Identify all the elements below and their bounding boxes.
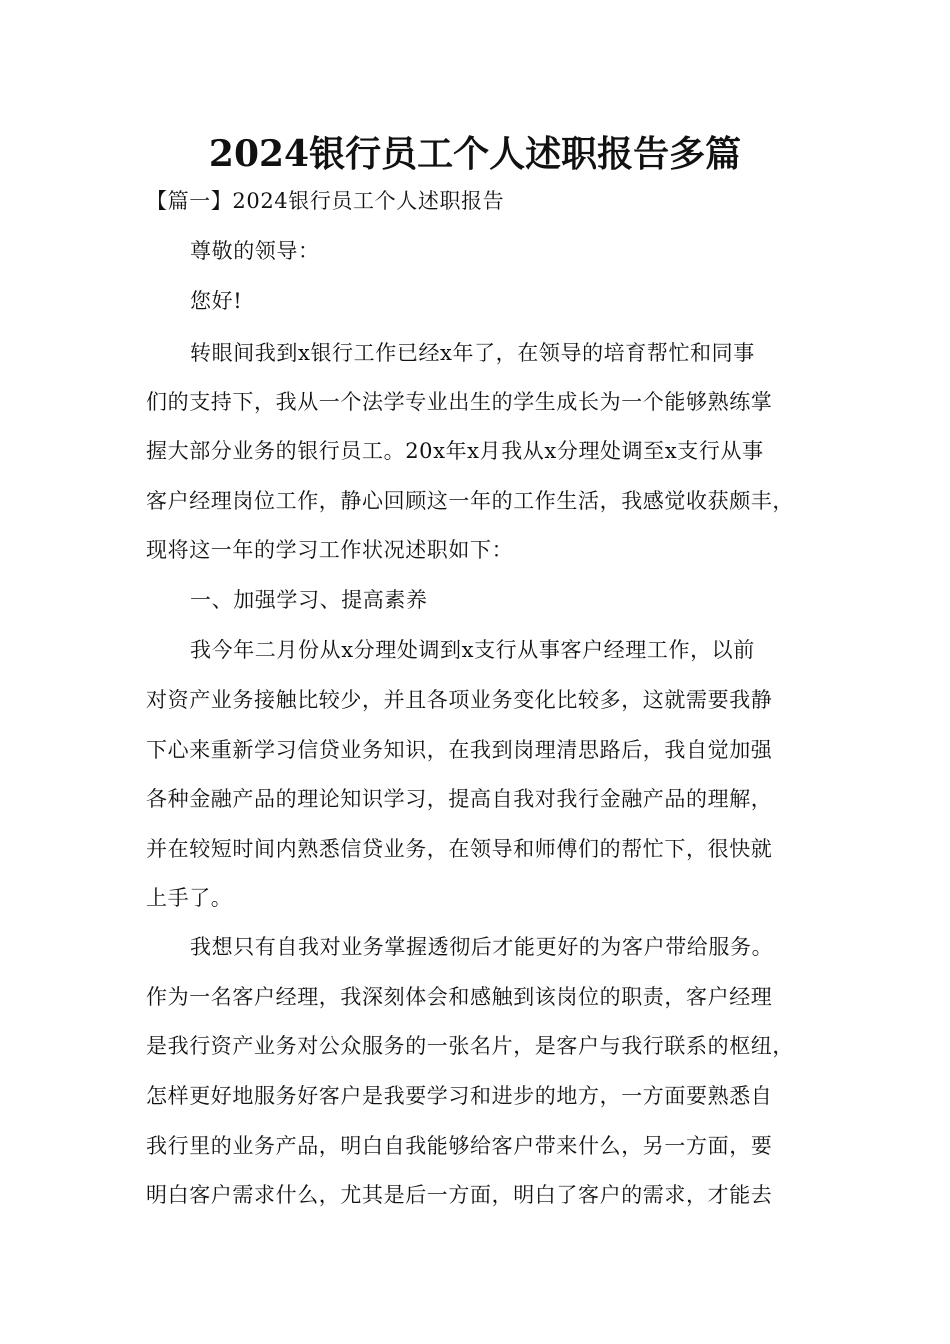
subheading: 一、加强学习、提高素养: [190, 588, 428, 612]
paragraph-line: 我今年二月份从x分理处调到x支行从事客户经理工作，以前: [190, 638, 755, 662]
paragraph-line: 现将这一年的学习工作状况述职如下：: [146, 538, 514, 562]
paragraph-line: 怎样更好地服务好客户是我要学习和进步的地方，一方面要熟悉自: [146, 1084, 773, 1108]
paragraph-line: 作为一名客户经理，我深刻体会和感触到该岗位的职责，客户经理: [146, 985, 773, 1009]
paragraph-line: 客户经理岗位工作，静心回顾这一年的工作生活，我感觉收获颇丰，: [146, 489, 794, 513]
paragraph-line: 们的支持下，我从一个法学专业出生的学生成长为一个能够熟练掌: [146, 390, 773, 414]
salutation: 尊敬的领导：: [190, 239, 320, 263]
paragraph-line: 明白客户需求什么，尤其是后一方面，明白了客户的需求，才能去: [146, 1183, 773, 1207]
section-heading: 【篇一】2024银行员工个人述职报告: [146, 189, 505, 213]
paragraph-line: 我想只有自我对业务掌握透彻后才能更好的为客户带给服务。: [190, 935, 774, 959]
document-title: 2024银行员工个人述职报告多篇: [208, 133, 742, 175]
paragraph-line: 并在较短时间内熟悉信贷业务，在领导和师傅们的帮忙下，很快就: [146, 837, 773, 861]
greeting: 您好!: [190, 289, 243, 313]
paragraph-line: 是我行资产业务对公众服务的一张名片，是客户与我行联系的枢纽，: [146, 1034, 794, 1058]
paragraph-line: 上手了。: [146, 886, 233, 910]
paragraph-line: 对资产业务接触比较少，并且各项业务变化比较多，这就需要我静: [146, 688, 773, 712]
paragraph-line: 我行里的业务产品，明白自我能够给客户带来什么，另一方面，要: [146, 1134, 773, 1158]
paragraph-line: 握大部分业务的银行员工。20x年x月我从x分理处调至x支行从事: [146, 439, 764, 463]
paragraph-line: 转眼间我到x银行工作已经x年了，在领导的培育帮忙和同事: [190, 341, 755, 365]
paragraph-line: 下心来重新学习信贷业务知识，在我到岗理清思路后，我自觉加强: [146, 738, 773, 762]
paragraph-line: 各种金融产品的理论知识学习，提高自我对我行金融产品的理解，: [146, 787, 773, 811]
